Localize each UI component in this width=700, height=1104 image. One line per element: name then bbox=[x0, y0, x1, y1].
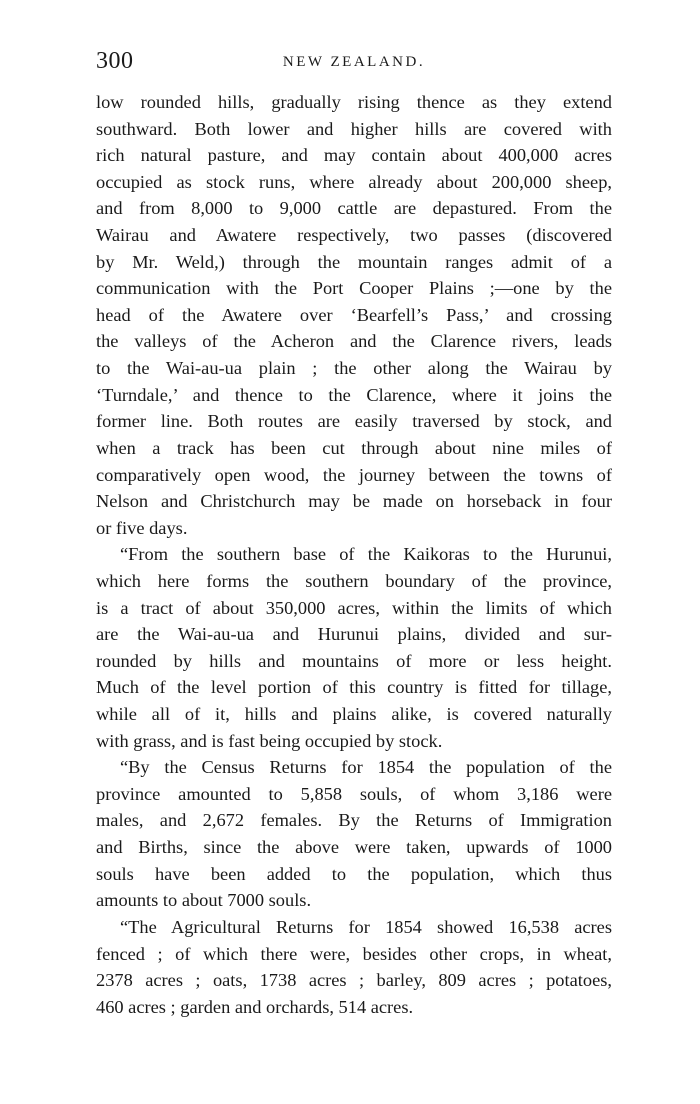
text-line: occupied as stock runs, where already about 200,000 sheep, bbox=[96, 171, 612, 192]
paragraph bbox=[96, 89, 612, 541]
running-title: NEW ZEALAND. bbox=[282, 54, 426, 70]
text-line: Wairau and Awatere respectively, two passes (discovered bbox=[96, 225, 612, 246]
text-line: 2378 acres ; oats, 1738 acres ; barley, 809 acres ; potatoes, bbox=[96, 970, 612, 991]
text-line: or five days. bbox=[96, 517, 188, 538]
body-text bbox=[96, 89, 612, 1020]
paragraph bbox=[96, 541, 612, 754]
text-line: amounts to about 7000 souls. bbox=[96, 890, 312, 911]
text-line: head of the Awatere over ‘Bearfell’s Pass,’ and crossing bbox=[96, 304, 612, 325]
page-header bbox=[96, 44, 612, 78]
text-line: “From the southern base of the Kaikoras to the Hurunui, bbox=[120, 544, 612, 565]
text-line: low rounded hills, gradually rising thence as they extend bbox=[96, 92, 612, 112]
paragraph bbox=[96, 914, 612, 1020]
text-line: communication with the Port Cooper Plains ;—one by the bbox=[96, 278, 612, 299]
text-line: Much of the level portion of this country is fitted for tillage, bbox=[96, 677, 612, 698]
text-line: province amounted to 5,858 souls, of whom 3,186 were bbox=[96, 783, 612, 804]
text-line: souls have been added to the population, which thus bbox=[96, 863, 612, 884]
text-line: southward. Both lower and higher hills are covered with bbox=[96, 118, 612, 139]
text-line: to the Wai-au-ua plain ; the other along the Wairau by bbox=[96, 358, 612, 379]
text-line: and Births, since the above were taken, upwards of 1000 bbox=[96, 837, 612, 858]
text-line: and from 8,000 to 9,000 cattle are depastured. From the bbox=[96, 198, 612, 219]
text-line: comparatively open wood, the journey between the towns of bbox=[96, 464, 612, 485]
text-line: “The Agricultural Returns for 1854 showed 16,538 acres bbox=[120, 916, 612, 937]
text-line: fenced ; of which there were, besides other crops, in wheat, bbox=[96, 943, 612, 964]
text-line: by Mr. Weld,) through the mountain ranges admit of a bbox=[96, 251, 612, 272]
text-line: is a tract of about 350,000 acres, within the limits of which bbox=[96, 597, 612, 618]
text-line: which here forms the southern boundary of the province, bbox=[96, 570, 612, 591]
text-line: 460 acres ; garden and orchards, 514 acres. bbox=[96, 996, 414, 1017]
page-number: 300 bbox=[96, 48, 134, 74]
text-line: while all of it, hills and plains alike, is covered naturally bbox=[96, 704, 612, 725]
text-line: rounded by hills and mountains of more or less height. bbox=[96, 650, 612, 671]
text-line: former line. Both routes are easily traversed by stock, and bbox=[96, 411, 612, 432]
text-line: rich natural pasture, and may contain about 400,000 acres bbox=[96, 145, 612, 166]
text-line: “By the Census Returns for 1854 the population of the bbox=[120, 757, 612, 778]
text-line: Nelson and Christchurch may be made on horseback in four bbox=[96, 491, 612, 512]
text-line: males, and 2,672 females. By the Returns of Immigration bbox=[96, 810, 612, 831]
text-line: with grass, and is fast being occupied by stock. bbox=[96, 730, 443, 751]
text-line: when a track has been cut through about nine miles of bbox=[96, 437, 612, 458]
paragraph bbox=[96, 754, 612, 914]
text-line: are the Wai-au-ua and Hurunui plains, divided and sur- bbox=[96, 624, 612, 645]
text-line: the valleys of the Acheron and the Clarence rivers, leads bbox=[96, 331, 612, 352]
text-line: ‘Turndale,’ and thence to the Clarence, where it joins the bbox=[96, 384, 612, 405]
